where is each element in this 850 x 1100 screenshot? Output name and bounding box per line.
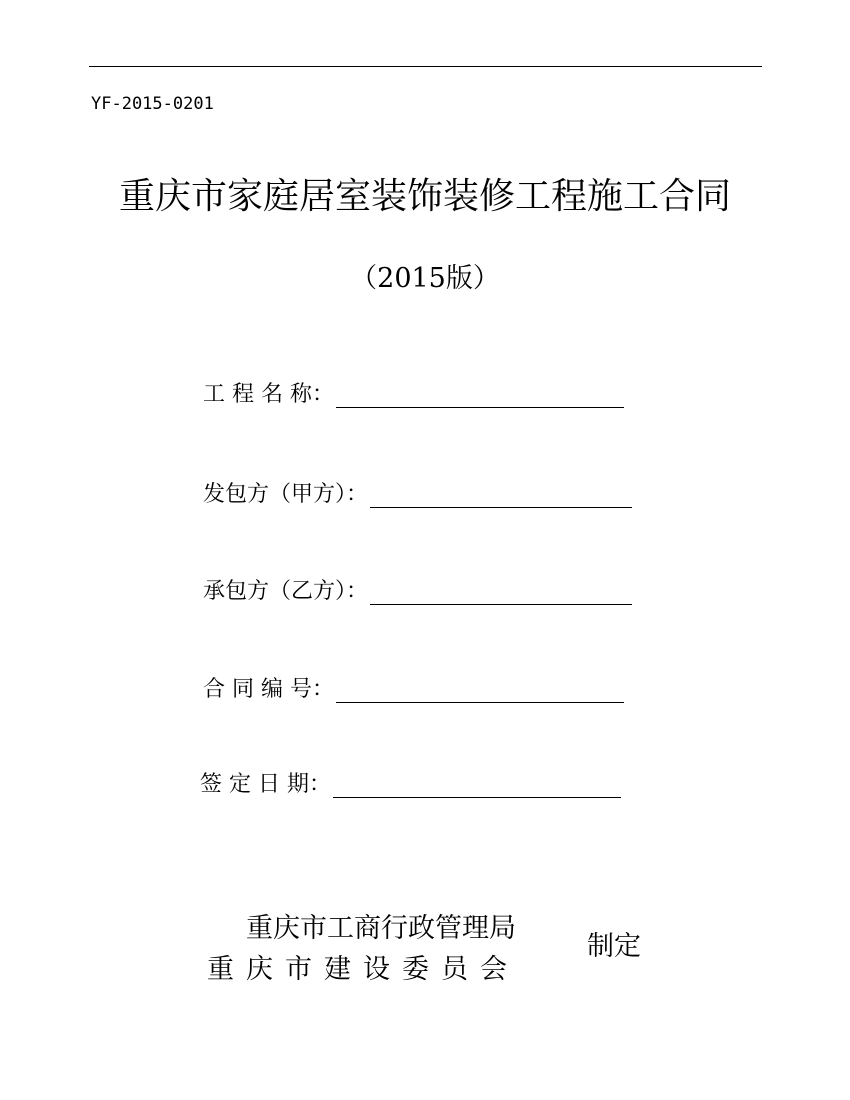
- party-b-label: 承包方（乙方）：: [203, 579, 369, 604]
- sign-date-label: 签 定 日 期：: [200, 772, 331, 797]
- contract-number-blank: [336, 680, 624, 703]
- project-name-field: [203, 377, 624, 408]
- party-b-field: [203, 574, 632, 605]
- document-title: 重庆市家庭居室装饰装修工程施工合同: [118, 176, 731, 217]
- document-code: YF-2015-0201: [91, 94, 214, 114]
- issuer-commerce-bureau: 重庆市工商行政管理局: [246, 913, 516, 944]
- sign-date-blank: [333, 775, 621, 798]
- contract-number-field: [203, 672, 624, 703]
- contract-number-label: 合 同 编 号：: [203, 677, 334, 702]
- document-edition: （2015版）: [350, 263, 500, 294]
- party-a-blank: [370, 485, 632, 508]
- party-b-blank: [370, 582, 632, 605]
- party-a-field: [203, 477, 632, 508]
- party-a-label: 发包方（甲方）：: [203, 482, 369, 507]
- sign-date-field: [200, 767, 621, 798]
- project-name-blank: [336, 385, 624, 408]
- issuer-construction-committee: 重庆市建设委员会: [207, 954, 519, 985]
- issued-by: 制定: [587, 931, 641, 962]
- header-rule: [89, 66, 762, 67]
- project-name-label: 工 程 名 称：: [203, 382, 334, 407]
